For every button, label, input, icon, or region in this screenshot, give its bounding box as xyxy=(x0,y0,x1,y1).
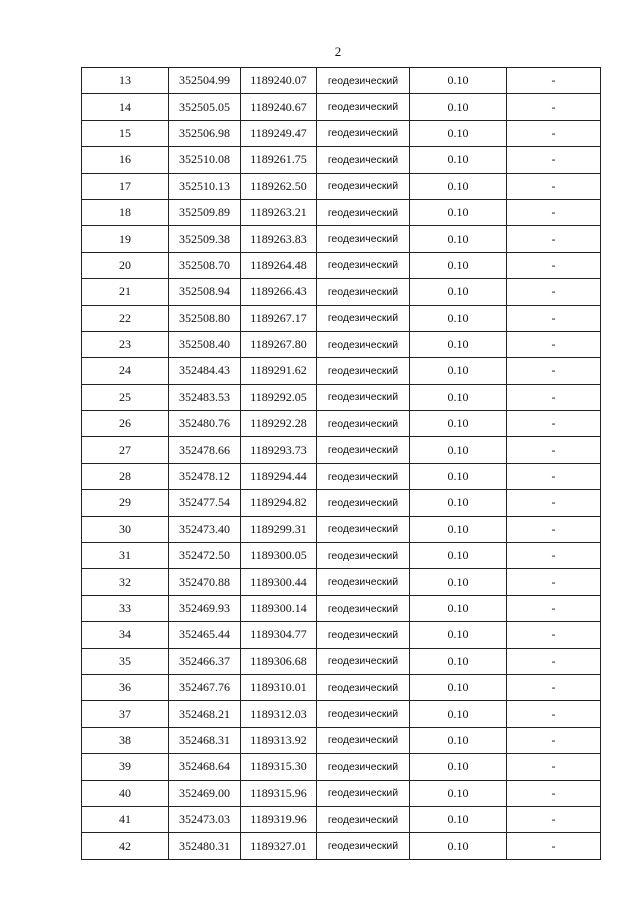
description-cell: - xyxy=(507,411,601,437)
accuracy-cell: 0.10 xyxy=(410,120,507,146)
x-coordinate-cell: 352473.40 xyxy=(169,516,241,542)
description-cell: - xyxy=(507,252,601,278)
method-cell: геодезический xyxy=(317,780,410,806)
description-cell: - xyxy=(507,833,601,859)
method-cell: геодезический xyxy=(317,701,410,727)
x-coordinate-cell: 352469.00 xyxy=(169,780,241,806)
page-number: 2 xyxy=(334,44,342,59)
coordinates-table-body xyxy=(82,68,601,860)
description-cell: - xyxy=(507,384,601,410)
description-cell: - xyxy=(507,68,601,94)
point-number-cell: 18 xyxy=(82,199,169,225)
point-number-cell: 41 xyxy=(82,806,169,832)
x-coordinate-cell: 352468.31 xyxy=(169,727,241,753)
table-row xyxy=(82,490,601,516)
point-number-cell: 39 xyxy=(82,754,169,780)
point-number-cell: 34 xyxy=(82,622,169,648)
description-cell: - xyxy=(507,305,601,331)
method-cell: геодезический xyxy=(317,754,410,780)
x-coordinate-cell: 352468.21 xyxy=(169,701,241,727)
table-row xyxy=(82,68,601,94)
accuracy-cell: 0.10 xyxy=(410,358,507,384)
table-row xyxy=(82,199,601,225)
y-coordinate-cell: 1189249.47 xyxy=(241,120,317,146)
description-cell: - xyxy=(507,727,601,753)
accuracy-cell: 0.10 xyxy=(410,173,507,199)
point-number-cell: 14 xyxy=(82,94,169,120)
table-row xyxy=(82,252,601,278)
table-row xyxy=(82,226,601,252)
accuracy-cell: 0.10 xyxy=(410,648,507,674)
x-coordinate-cell: 352480.76 xyxy=(169,411,241,437)
point-number-cell: 16 xyxy=(82,147,169,173)
accuracy-cell: 0.10 xyxy=(410,727,507,753)
description-cell: - xyxy=(507,674,601,700)
description-cell: - xyxy=(507,701,601,727)
accuracy-cell: 0.10 xyxy=(410,622,507,648)
method-cell: геодезический xyxy=(317,147,410,173)
point-number-cell: 35 xyxy=(82,648,169,674)
y-coordinate-cell: 1189306.68 xyxy=(241,648,317,674)
y-coordinate-cell: 1189240.67 xyxy=(241,94,317,120)
point-number-cell: 42 xyxy=(82,833,169,859)
description-cell: - xyxy=(507,516,601,542)
table-row xyxy=(82,173,601,199)
y-coordinate-cell: 1189327.01 xyxy=(241,833,317,859)
method-cell: геодезический xyxy=(317,358,410,384)
y-coordinate-cell: 1189310.01 xyxy=(241,674,317,700)
point-number-cell: 15 xyxy=(82,120,169,146)
table-row xyxy=(82,516,601,542)
y-coordinate-cell: 1189315.96 xyxy=(241,780,317,806)
x-coordinate-cell: 352505.05 xyxy=(169,94,241,120)
table-row xyxy=(82,648,601,674)
accuracy-cell: 0.10 xyxy=(410,94,507,120)
y-coordinate-cell: 1189313.92 xyxy=(241,727,317,753)
method-cell: геодезический xyxy=(317,68,410,94)
y-coordinate-cell: 1189319.96 xyxy=(241,806,317,832)
description-cell: - xyxy=(507,543,601,569)
accuracy-cell: 0.10 xyxy=(410,252,507,278)
x-coordinate-cell: 352510.13 xyxy=(169,173,241,199)
table-row xyxy=(82,120,601,146)
y-coordinate-cell: 1189300.14 xyxy=(241,595,317,621)
accuracy-cell: 0.10 xyxy=(410,437,507,463)
description-cell: - xyxy=(507,806,601,832)
method-cell: геодезический xyxy=(317,252,410,278)
method-cell: геодезический xyxy=(317,674,410,700)
y-coordinate-cell: 1189299.31 xyxy=(241,516,317,542)
method-cell: геодезический xyxy=(317,648,410,674)
y-coordinate-cell: 1189294.82 xyxy=(241,490,317,516)
accuracy-cell: 0.10 xyxy=(410,701,507,727)
point-number-cell: 19 xyxy=(82,226,169,252)
point-number-cell: 13 xyxy=(82,68,169,94)
table-row xyxy=(82,622,601,648)
table-row xyxy=(82,569,601,595)
method-cell: геодезический xyxy=(317,622,410,648)
table-row xyxy=(82,727,601,753)
x-coordinate-cell: 352472.50 xyxy=(169,543,241,569)
x-coordinate-cell: 352473.03 xyxy=(169,806,241,832)
accuracy-cell: 0.10 xyxy=(410,279,507,305)
accuracy-cell: 0.10 xyxy=(410,595,507,621)
accuracy-cell: 0.10 xyxy=(410,543,507,569)
x-coordinate-cell: 352468.64 xyxy=(169,754,241,780)
method-cell: геодезический xyxy=(317,727,410,753)
x-coordinate-cell: 352506.98 xyxy=(169,120,241,146)
table-row xyxy=(82,463,601,489)
table-row xyxy=(82,437,601,463)
method-cell: геодезический xyxy=(317,595,410,621)
y-coordinate-cell: 1189261.75 xyxy=(241,147,317,173)
x-coordinate-cell: 352470.88 xyxy=(169,569,241,595)
description-cell: - xyxy=(507,437,601,463)
table-row xyxy=(82,279,601,305)
description-cell: - xyxy=(507,358,601,384)
method-cell: геодезический xyxy=(317,384,410,410)
y-coordinate-cell: 1189312.03 xyxy=(241,701,317,727)
y-coordinate-cell: 1189262.50 xyxy=(241,173,317,199)
y-coordinate-cell: 1189264.48 xyxy=(241,252,317,278)
table-row xyxy=(82,331,601,357)
method-cell: геодезический xyxy=(317,279,410,305)
x-coordinate-cell: 352467.76 xyxy=(169,674,241,700)
y-coordinate-cell: 1189304.77 xyxy=(241,622,317,648)
description-cell: - xyxy=(507,595,601,621)
x-coordinate-cell: 352477.54 xyxy=(169,490,241,516)
y-coordinate-cell: 1189263.83 xyxy=(241,226,317,252)
y-coordinate-cell: 1189266.43 xyxy=(241,279,317,305)
method-cell: геодезический xyxy=(317,437,410,463)
x-coordinate-cell: 352509.89 xyxy=(169,199,241,225)
y-coordinate-cell: 1189267.80 xyxy=(241,331,317,357)
point-number-cell: 17 xyxy=(82,173,169,199)
y-coordinate-cell: 1189300.05 xyxy=(241,543,317,569)
x-coordinate-cell: 352484.43 xyxy=(169,358,241,384)
x-coordinate-cell: 352509.38 xyxy=(169,226,241,252)
description-cell: - xyxy=(507,279,601,305)
table-row xyxy=(82,384,601,410)
y-coordinate-cell: 1189263.21 xyxy=(241,199,317,225)
accuracy-cell: 0.10 xyxy=(410,147,507,173)
point-number-cell: 21 xyxy=(82,279,169,305)
accuracy-cell: 0.10 xyxy=(410,384,507,410)
method-cell: геодезический xyxy=(317,543,410,569)
description-cell: - xyxy=(507,622,601,648)
accuracy-cell: 0.10 xyxy=(410,226,507,252)
description-cell: - xyxy=(507,490,601,516)
y-coordinate-cell: 1189291.62 xyxy=(241,358,317,384)
x-coordinate-cell: 352466.37 xyxy=(169,648,241,674)
table-row xyxy=(82,358,601,384)
x-coordinate-cell: 352478.66 xyxy=(169,437,241,463)
description-cell: - xyxy=(507,648,601,674)
table-row xyxy=(82,833,601,859)
point-number-cell: 33 xyxy=(82,595,169,621)
accuracy-cell: 0.10 xyxy=(410,199,507,225)
table-row xyxy=(82,754,601,780)
point-number-cell: 24 xyxy=(82,358,169,384)
point-number-cell: 29 xyxy=(82,490,169,516)
description-cell: - xyxy=(507,94,601,120)
accuracy-cell: 0.10 xyxy=(410,833,507,859)
table-row xyxy=(82,701,601,727)
y-coordinate-cell: 1189267.17 xyxy=(241,305,317,331)
method-cell: геодезический xyxy=(317,305,410,331)
x-coordinate-cell: 352480.31 xyxy=(169,833,241,859)
point-number-cell: 28 xyxy=(82,463,169,489)
accuracy-cell: 0.10 xyxy=(410,463,507,489)
accuracy-cell: 0.10 xyxy=(410,674,507,700)
x-coordinate-cell: 352465.44 xyxy=(169,622,241,648)
accuracy-cell: 0.10 xyxy=(410,754,507,780)
point-number-cell: 36 xyxy=(82,674,169,700)
method-cell: геодезический xyxy=(317,463,410,489)
y-coordinate-cell: 1189292.05 xyxy=(241,384,317,410)
y-coordinate-cell: 1189293.73 xyxy=(241,437,317,463)
description-cell: - xyxy=(507,226,601,252)
description-cell: - xyxy=(507,199,601,225)
point-number-cell: 27 xyxy=(82,437,169,463)
accuracy-cell: 0.10 xyxy=(410,305,507,331)
description-cell: - xyxy=(507,569,601,595)
method-cell: геодезический xyxy=(317,516,410,542)
description-cell: - xyxy=(507,173,601,199)
description-cell: - xyxy=(507,754,601,780)
method-cell: геодезический xyxy=(317,331,410,357)
description-cell: - xyxy=(507,463,601,489)
x-coordinate-cell: 352508.70 xyxy=(169,252,241,278)
point-number-cell: 31 xyxy=(82,543,169,569)
x-coordinate-cell: 352508.94 xyxy=(169,279,241,305)
accuracy-cell: 0.10 xyxy=(410,569,507,595)
x-coordinate-cell: 352508.40 xyxy=(169,331,241,357)
x-coordinate-cell: 352478.12 xyxy=(169,463,241,489)
y-coordinate-cell: 1189294.44 xyxy=(241,463,317,489)
x-coordinate-cell: 352469.93 xyxy=(169,595,241,621)
point-number-cell: 30 xyxy=(82,516,169,542)
method-cell: геодезический xyxy=(317,94,410,120)
method-cell: геодезический xyxy=(317,411,410,437)
point-number-cell: 38 xyxy=(82,727,169,753)
table-row xyxy=(82,806,601,832)
point-number-cell: 40 xyxy=(82,780,169,806)
description-cell: - xyxy=(507,120,601,146)
y-coordinate-cell: 1189300.44 xyxy=(241,569,317,595)
y-coordinate-cell: 1189240.07 xyxy=(241,68,317,94)
table-row xyxy=(82,674,601,700)
accuracy-cell: 0.10 xyxy=(410,516,507,542)
table-row xyxy=(82,411,601,437)
method-cell: геодезический xyxy=(317,490,410,516)
method-cell: геодезический xyxy=(317,173,410,199)
description-cell: - xyxy=(507,331,601,357)
table-row xyxy=(82,780,601,806)
table-row xyxy=(82,147,601,173)
accuracy-cell: 0.10 xyxy=(410,806,507,832)
x-coordinate-cell: 352510.08 xyxy=(169,147,241,173)
method-cell: геодезический xyxy=(317,569,410,595)
point-number-cell: 20 xyxy=(82,252,169,278)
point-number-cell: 22 xyxy=(82,305,169,331)
accuracy-cell: 0.10 xyxy=(410,411,507,437)
x-coordinate-cell: 352508.80 xyxy=(169,305,241,331)
description-cell: - xyxy=(507,780,601,806)
method-cell: геодезический xyxy=(317,199,410,225)
y-coordinate-cell: 1189292.28 xyxy=(241,411,317,437)
point-number-cell: 37 xyxy=(82,701,169,727)
table-row xyxy=(82,543,601,569)
method-cell: геодезический xyxy=(317,806,410,832)
coordinates-table xyxy=(81,67,601,860)
x-coordinate-cell: 352483.53 xyxy=(169,384,241,410)
method-cell: геодезический xyxy=(317,120,410,146)
y-coordinate-cell: 1189315.30 xyxy=(241,754,317,780)
point-number-cell: 25 xyxy=(82,384,169,410)
table-row xyxy=(82,94,601,120)
accuracy-cell: 0.10 xyxy=(410,68,507,94)
description-cell: - xyxy=(507,147,601,173)
accuracy-cell: 0.10 xyxy=(410,490,507,516)
method-cell: геодезический xyxy=(317,226,410,252)
table-row xyxy=(82,595,601,621)
x-coordinate-cell: 352504.99 xyxy=(169,68,241,94)
table-row xyxy=(82,305,601,331)
accuracy-cell: 0.10 xyxy=(410,780,507,806)
point-number-cell: 26 xyxy=(82,411,169,437)
point-number-cell: 23 xyxy=(82,331,169,357)
point-number-cell: 32 xyxy=(82,569,169,595)
method-cell: геодезический xyxy=(317,833,410,859)
accuracy-cell: 0.10 xyxy=(410,331,507,357)
